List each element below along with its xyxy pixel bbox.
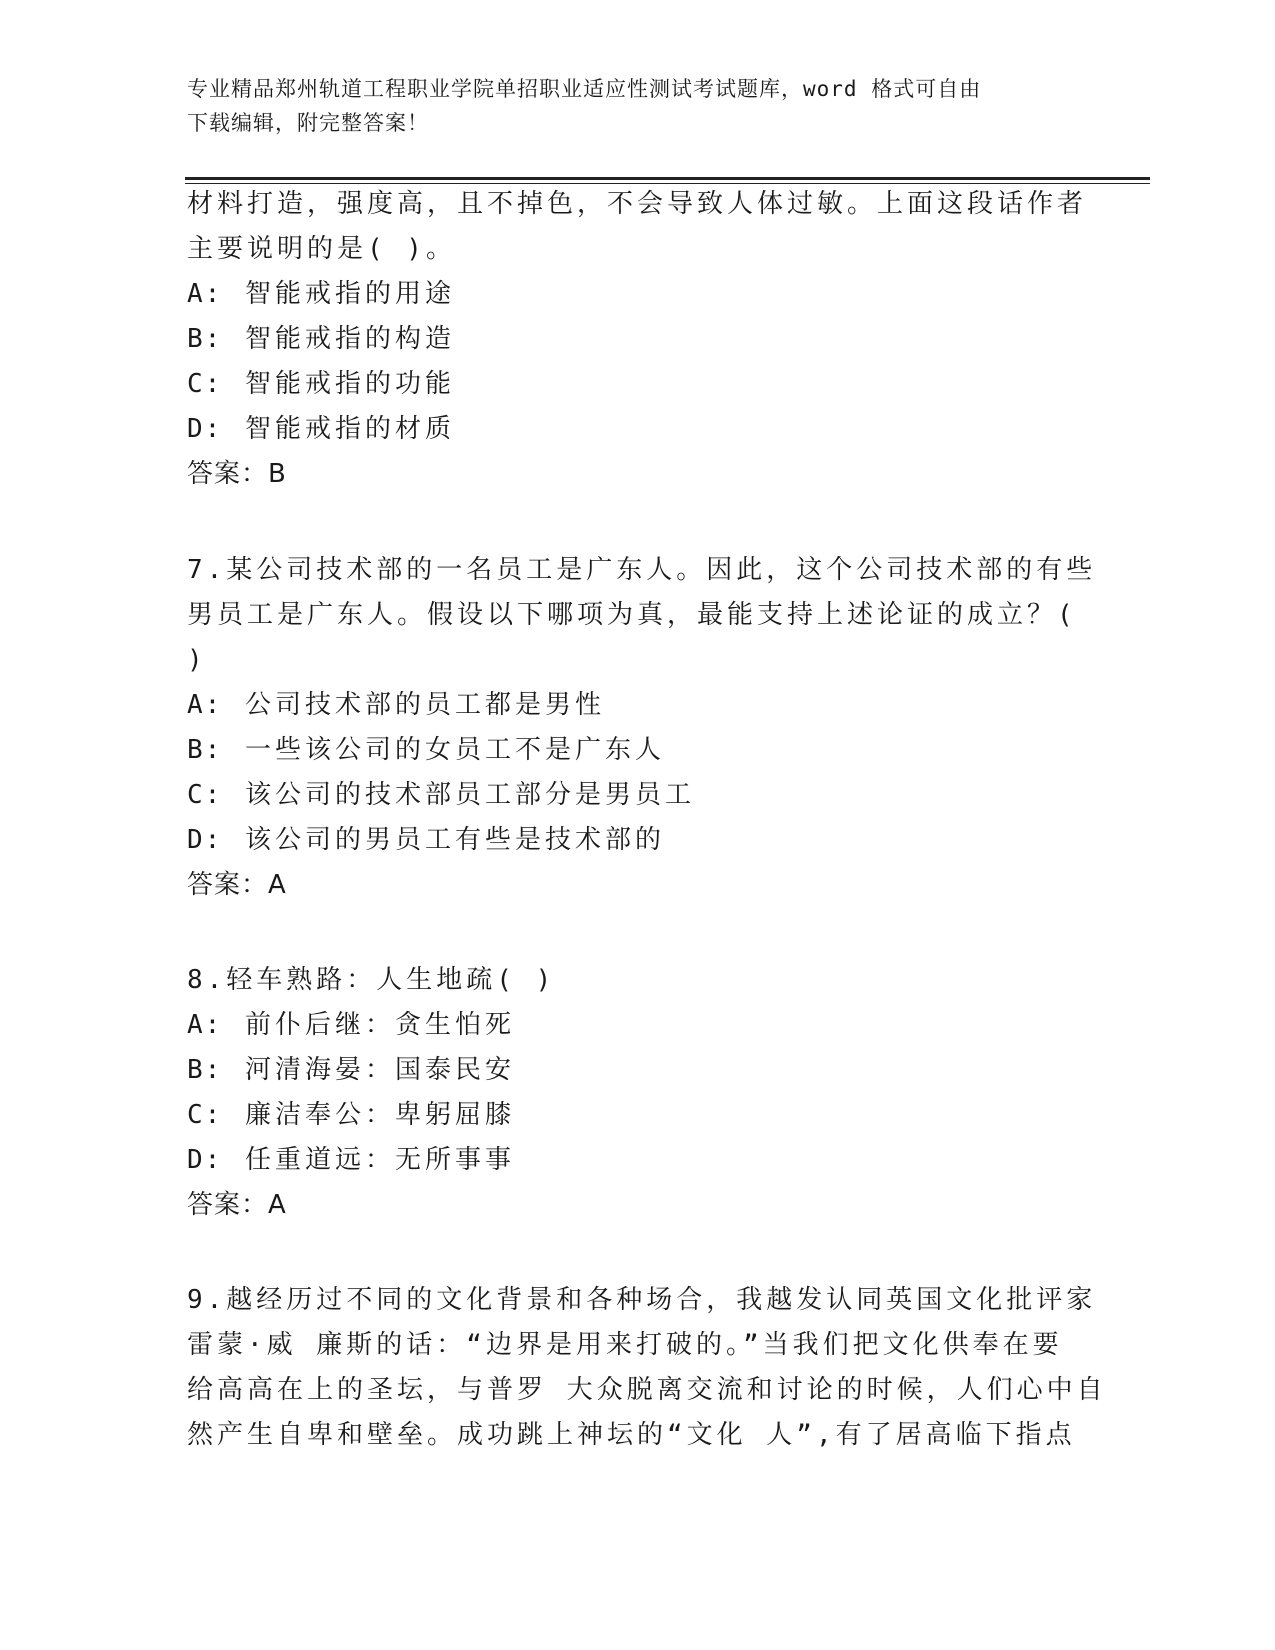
option-b: [187, 1048, 1087, 1093]
option-letter: A:: [187, 279, 223, 309]
question-9-line-4: 然产生自卑和壁垒。成功跳上神坛的“文化 人”,有了居高临下指点: [187, 1420, 1076, 1450]
document-header: [187, 72, 1067, 140]
question-7-block: [187, 548, 1097, 908]
question-7-line-1: 7.某公司技术部的一名员工是广东人。因此，这个公司技术部的有些: [187, 555, 1097, 585]
option-letter: C:: [187, 369, 223, 399]
option-text: 一些该公司的女员工不是广东人: [245, 735, 666, 765]
option-letter: D:: [187, 825, 223, 855]
option-a: [187, 1003, 1087, 1048]
answer-line: 答案：A: [187, 870, 287, 900]
option-c: [187, 1093, 1087, 1138]
option-letter: B:: [187, 1055, 223, 1085]
option-text: 任重道远：无所事事: [245, 1145, 516, 1175]
answer-line: 答案：A: [187, 1190, 287, 1220]
option-text: 河清海晏：国泰民安: [245, 1055, 516, 1085]
option-d: [187, 1138, 1087, 1183]
question-7-line-2: 男员工是广东人。假设以下哪项为真，最能支持上述论证的成立？(: [187, 600, 1077, 630]
question-9-line-3: 给高高在上的圣坛，与普罗 大众脱离交流和讨论的时候，人们心中自: [187, 1375, 1107, 1405]
option-b: [187, 317, 1087, 362]
option-text: 智能戒指的材质: [245, 414, 456, 444]
option-text: 廉洁奉公：卑躬屈膝: [245, 1100, 516, 1130]
question-6-line-1: 材料打造，强度高，且不掉色，不会导致人体过敏。上面这段话作者: [187, 189, 1088, 219]
question-9-line-2: 雷蒙·威 廉斯的话：“边界是用来打破的。”当我们把文化供奉在要: [187, 1330, 1063, 1360]
option-letter: B:: [187, 324, 223, 354]
option-text: 该公司的男员工有些是技术部的: [245, 825, 666, 855]
option-d: [187, 818, 1087, 863]
header-rule-thick: [185, 177, 1150, 180]
option-c: [187, 773, 1087, 818]
option-text: 智能戒指的功能: [245, 369, 456, 399]
option-letter: C:: [187, 1100, 223, 1130]
question-6-line-2: 主要说明的是( )。: [187, 234, 456, 264]
option-d: [187, 407, 1087, 452]
option-letter: D:: [187, 1145, 223, 1175]
option-b: [187, 728, 1087, 773]
question-7-line-3: ): [187, 645, 207, 675]
question-6-block: [187, 182, 1087, 497]
question-8-block: [187, 958, 1087, 1228]
option-c: [187, 362, 1087, 407]
question-9-block: [187, 1278, 1107, 1458]
header-line-2: 下载编辑，附完整答案！: [187, 111, 429, 135]
option-letter: B:: [187, 735, 223, 765]
option-a: [187, 272, 1087, 317]
option-text: 该公司的技术部员工部分是男员工: [245, 780, 696, 810]
option-text: 智能戒指的构造: [245, 324, 456, 354]
answer-line: 答案：B: [187, 459, 287, 489]
option-letter: A:: [187, 690, 223, 720]
option-letter: C:: [187, 780, 223, 810]
option-a: [187, 683, 1087, 728]
option-letter: A:: [187, 1010, 223, 1040]
option-text: 前仆后继：贪生怕死: [245, 1010, 516, 1040]
header-line-1: 专业精品郑州轨道工程职业学院单招职业适应性测试考试题库，word 格式可自由: [187, 77, 982, 101]
question-9-line-1: 9.越经历过不同的文化背景和各种场合，我越发认同英国文化批评家: [187, 1285, 1097, 1315]
option-text: 公司技术部的员工都是男性: [245, 690, 606, 720]
option-text: 智能戒指的用途: [245, 279, 456, 309]
question-8-line-1: 8.轻车熟路：人生地疏( ): [187, 965, 556, 995]
option-letter: D:: [187, 414, 223, 444]
